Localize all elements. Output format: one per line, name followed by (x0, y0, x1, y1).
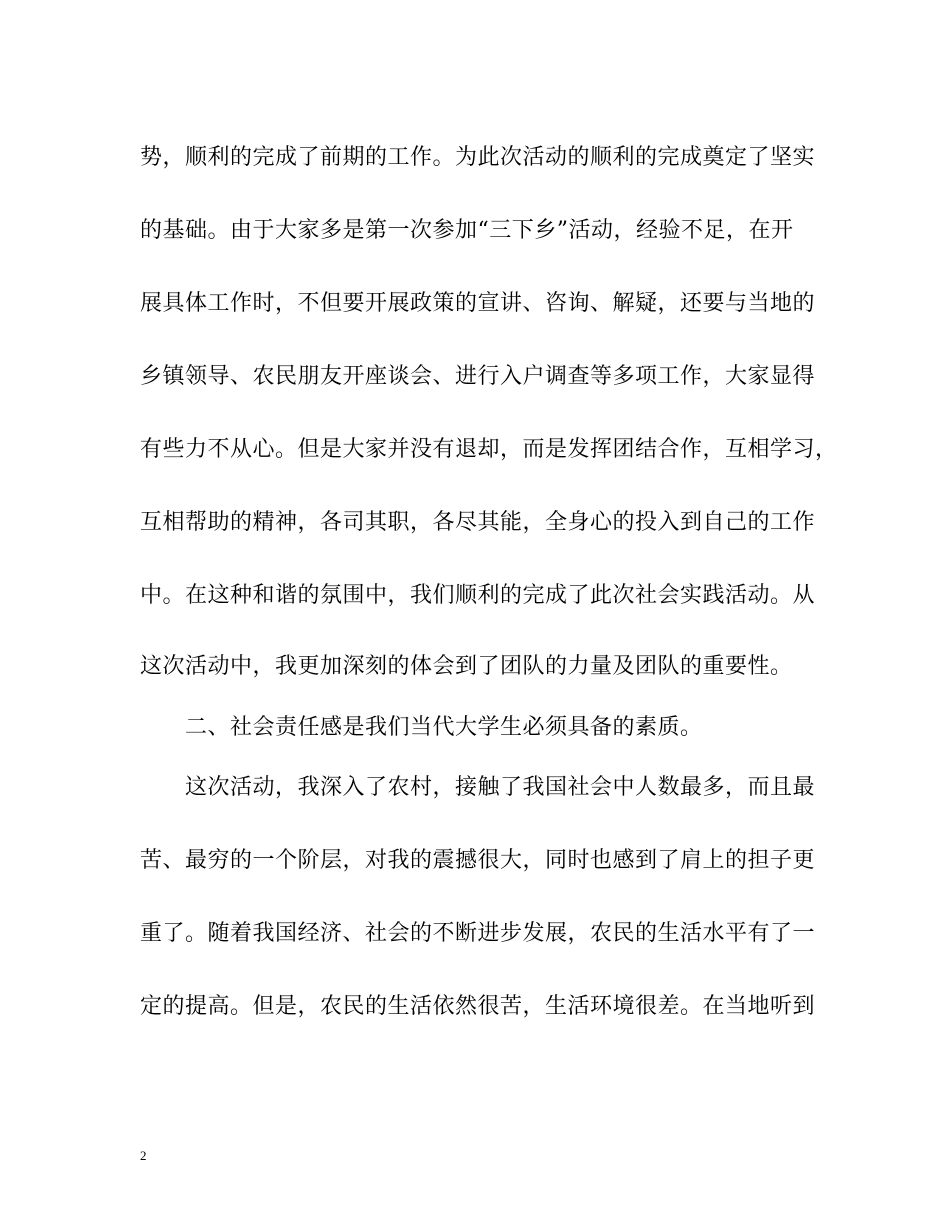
body-text-line: 重了。随着我国经济、社会的不断进步发展，农民的生活水平有了一 (140, 921, 816, 946)
body-text-line: 有些力不从心。但是大家并没有退却，而是发挥团结合作，互相学习， (140, 437, 838, 462)
body-text-line: 乡镇领导、农民朋友开座谈会、进行入户调查等多项工作，大家显得 (140, 364, 816, 389)
body-text-line: 互相帮助的精神，各司其职，各尽其能，全身心的投入到自己的工作 (140, 510, 816, 535)
body-text-line: 苦、最穷的一个阶层，对我的震撼很大，同时也感到了肩上的担子更 (140, 848, 816, 873)
paragraph-first-line: 这次活动，我深入了农村，接触了我国社会中人数最多，而且最 (185, 775, 816, 800)
body-text-line: 势，顺利的完成了前期的工作。为此次活动的顺利的完成奠定了坚实 (140, 145, 816, 170)
section-heading: 二、社会责任感是我们当代大学生必须具备的素质。 (185, 715, 703, 740)
body-text-line: 这次活动中，我更加深刻的体会到了团队的力量及团队的重要性。 (140, 654, 793, 679)
body-text-line: 中。在这种和谐的氛围中，我们顺利的完成了此次社会实践活动。从 (140, 583, 816, 608)
body-text-line: 的基础。由于大家多是第一次参加“三下乡”活动，经验不足，在开 (140, 218, 794, 243)
page-number: 2 (140, 1148, 147, 1163)
body-text-line: 定的提高。但是，农民的生活依然很苦，生活环境很差。在当地听到 (140, 994, 816, 1019)
body-text-line: 展具体工作时，不但要开展政策的宣讲、咨询、解疑，还要与当地的 (140, 291, 816, 316)
